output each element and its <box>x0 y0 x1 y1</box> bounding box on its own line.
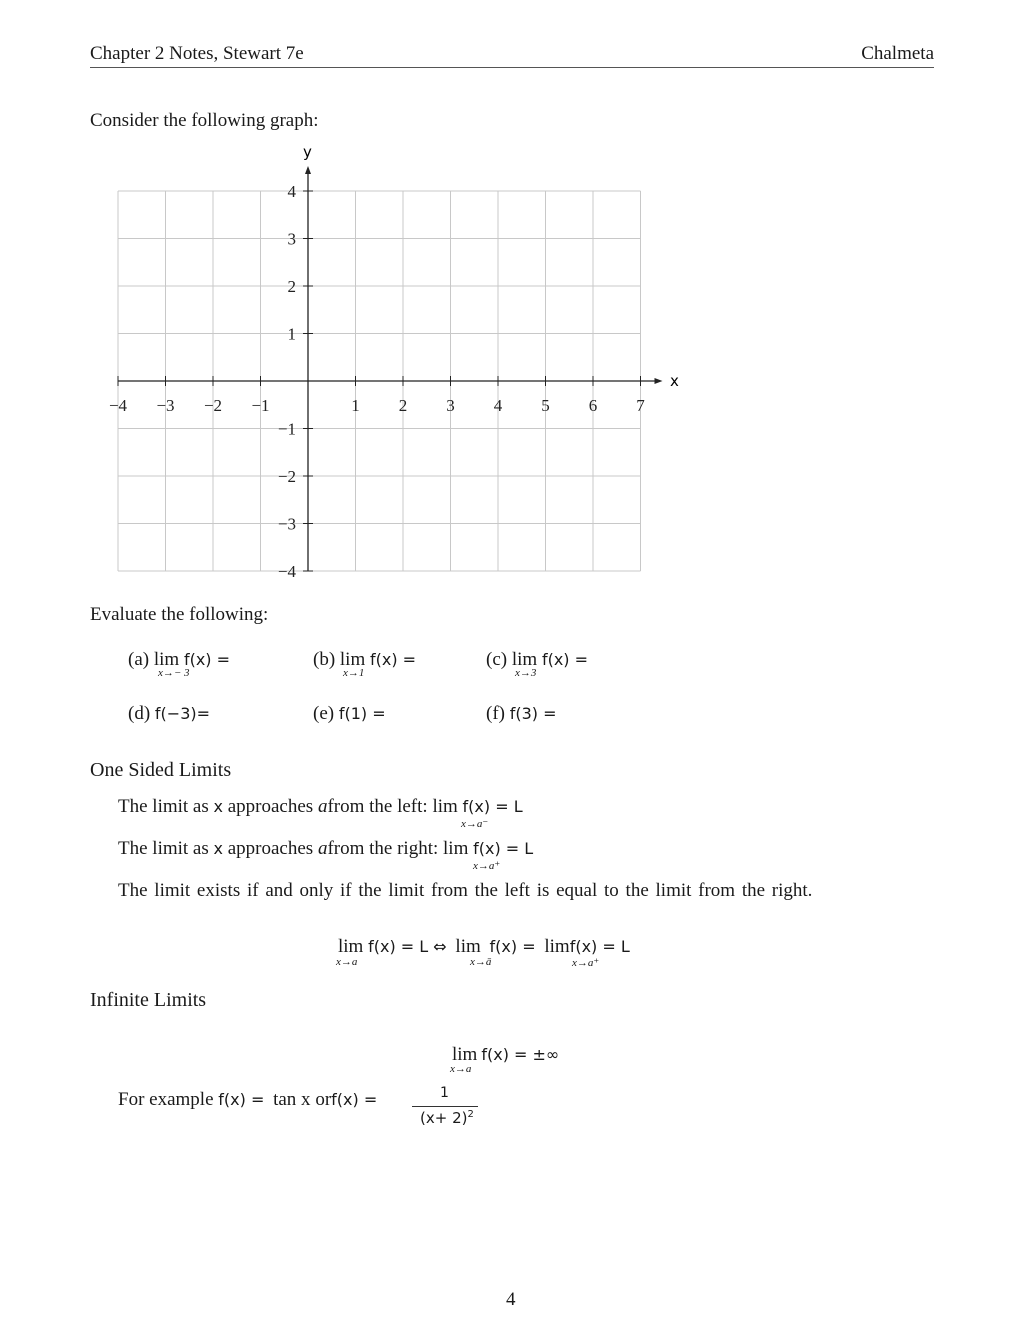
y-axis-arrow <box>305 166 311 174</box>
frac-den: (x+ 2) <box>420 1109 468 1127</box>
fraction-denominator <box>420 1109 474 1127</box>
eq-func1: f(x) = L ⇔ <box>368 937 447 956</box>
exists-text: The limit exists if and only if the limit from the left is equal to the limit from the right. <box>118 880 813 901</box>
y-tick-label: 3 <box>287 229 296 249</box>
item-f-func: f(3) = <box>509 704 557 723</box>
item-e <box>313 703 386 725</box>
y-tick-label: −2 <box>277 467 296 486</box>
left-var: x <box>213 797 223 816</box>
infinite-heading: Infinite Limits <box>90 989 207 1011</box>
intro-text: Consider the following graph: <box>90 110 319 131</box>
item-d-label: (d) <box>128 703 151 724</box>
eq-func3: f(x) = L <box>569 937 630 956</box>
y-tick-label: 2 <box>287 277 296 296</box>
item-b-sub: x→1 <box>343 667 365 679</box>
eq-lim3: lim <box>544 936 570 957</box>
infinite-func: f(x) = ±∞ <box>481 1045 560 1064</box>
fraction-numerator: 1 <box>440 1085 449 1101</box>
axes <box>118 166 663 571</box>
left-sub: x→a⁻ <box>461 818 489 830</box>
left-prefix: The limit as <box>118 796 209 817</box>
right-sub: x→a⁺ <box>473 860 501 872</box>
item-d-func: f(−3)= <box>154 704 211 723</box>
left-limit-line <box>118 796 523 818</box>
left-func: f(x) = L <box>462 797 523 816</box>
left-text: from the left: lim <box>327 796 458 817</box>
x-axis-label: x <box>670 372 679 390</box>
left-mid: approaches <box>227 796 314 817</box>
header-right: Chalmeta <box>861 43 934 64</box>
example-or: or <box>315 1089 332 1110</box>
right-text: from the right: lim <box>327 838 469 859</box>
x-tick-label: 2 <box>398 396 408 415</box>
x-tick-label: 5 <box>541 396 550 415</box>
infinite-lim: lim <box>452 1044 478 1065</box>
coordinate-graph <box>0 0 1024 600</box>
x-tick-label: 6 <box>588 396 598 415</box>
eq-sub3: x→a⁺ <box>572 957 600 969</box>
x-tick-label: 3 <box>446 396 455 415</box>
left-a: a <box>317 796 328 817</box>
item-d <box>128 703 210 725</box>
item-c-func: f(x) = <box>541 650 589 669</box>
x-tick-label: −1 <box>251 396 270 415</box>
x-tick-label: 1 <box>351 396 360 415</box>
right-a: a <box>317 838 328 859</box>
equivalence-eq <box>338 936 630 958</box>
one-sided-heading: One Sided Limits <box>90 759 232 781</box>
y-axis-label: y <box>303 143 312 161</box>
item-a-sub: x→− 3 <box>158 667 190 679</box>
x-ticks <box>109 376 645 415</box>
right-mid: approaches <box>227 838 314 859</box>
y-tick-label: 1 <box>287 324 296 344</box>
eq-lim2: lim <box>455 936 481 957</box>
x-tick-label: −4 <box>108 396 128 415</box>
x-tick-label: −2 <box>203 396 223 415</box>
x-axis-arrow <box>655 378 663 384</box>
y-tick-label: 4 <box>287 182 296 201</box>
y-tick-label: −1 <box>277 419 296 439</box>
x-tick-label: 4 <box>493 396 503 415</box>
item-b <box>313 649 416 671</box>
right-limit-line <box>118 838 533 860</box>
example-prefix: For example <box>118 1089 214 1110</box>
frac-exp: 2 <box>467 1109 474 1120</box>
x-tick-label: 7 <box>636 396 645 415</box>
eq-func2: f(x) = <box>489 937 536 956</box>
item-a-func: f(x) = <box>183 650 231 669</box>
right-func: f(x) = L <box>473 839 534 858</box>
evaluate-heading: Evaluate the following: <box>90 604 269 625</box>
item-b-func: f(x) = <box>370 650 417 669</box>
eq-sub2: x→ā <box>470 956 492 968</box>
fraction-bar <box>412 1106 478 1107</box>
item-f <box>486 703 557 725</box>
example-line <box>118 1089 377 1111</box>
item-b-label: (b) lim <box>313 649 366 670</box>
right-var: x <box>213 839 223 858</box>
infinite-sub: x→a <box>450 1063 472 1075</box>
item-c-label: (c) lim <box>486 649 538 670</box>
page-number: 4 <box>506 1289 516 1310</box>
y-tick-label: −4 <box>277 562 296 581</box>
eq-sub1: x→a <box>336 956 358 968</box>
item-a-label: (a) lim <box>128 649 180 670</box>
item-c <box>486 649 588 671</box>
item-f-label: (f) <box>486 703 505 724</box>
header-left: Chapter 2 Notes, Stewart 7e <box>90 43 304 64</box>
item-e-label: (e) <box>313 703 335 724</box>
item-e-func: f(1) = <box>338 704 386 723</box>
example-tan: tan x <box>273 1089 311 1110</box>
right-prefix: The limit as <box>118 838 209 859</box>
eq-lim1: lim <box>338 936 364 957</box>
example-f1: f(x) = <box>218 1090 265 1109</box>
x-tick-label: −3 <box>156 396 175 415</box>
y-tick-label: −3 <box>277 514 296 534</box>
example-f2: f(x) = <box>331 1090 378 1109</box>
item-c-sub: x→3 <box>515 667 537 679</box>
